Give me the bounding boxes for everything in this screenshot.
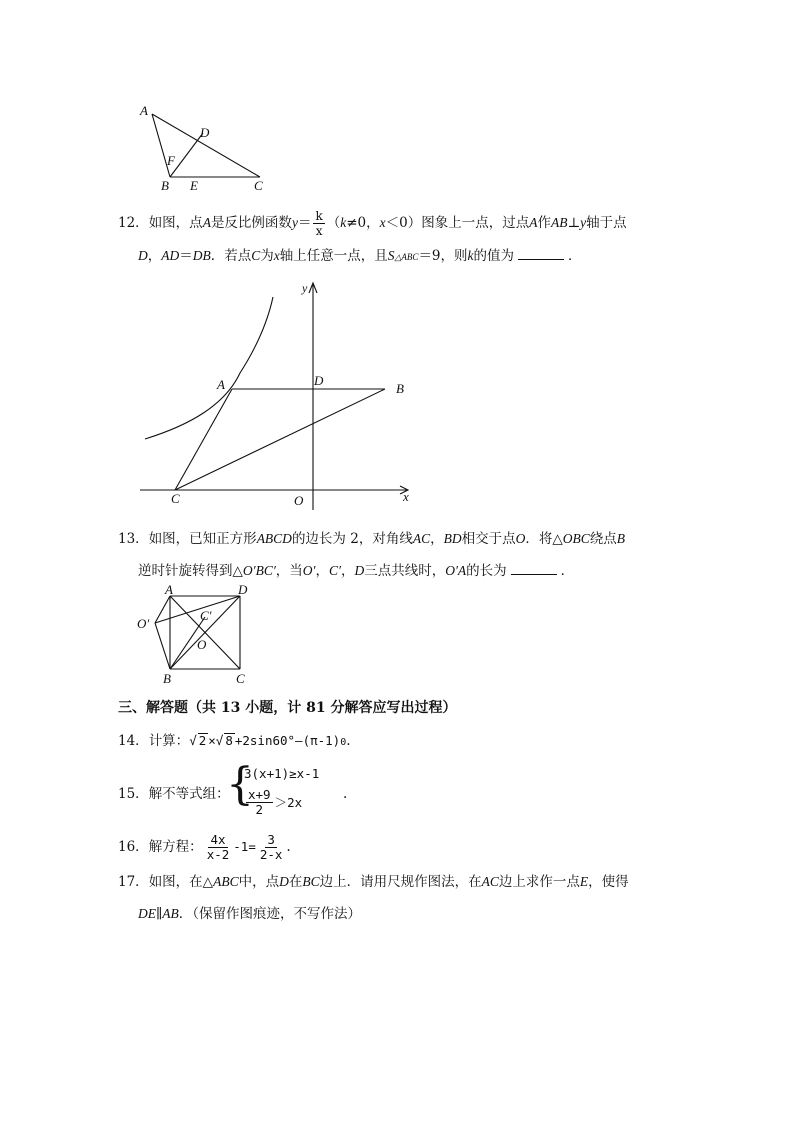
question-14 xyxy=(118,732,351,752)
text: ∥ xyxy=(156,906,163,922)
question-number: 14． xyxy=(118,733,149,749)
text: 边上求作一点 xyxy=(498,874,580,890)
math-var: AB xyxy=(550,215,568,230)
text: 作 xyxy=(537,215,551,231)
math-var: AB xyxy=(162,906,179,921)
denominator: 2 xyxy=(255,802,264,817)
question-number: 15． xyxy=(118,786,149,802)
text: ， xyxy=(340,563,355,579)
text: ⊥ xyxy=(567,215,581,231)
math-var: x xyxy=(273,248,280,263)
label-A: A xyxy=(217,377,225,392)
question-13-line1 xyxy=(118,530,625,548)
text: +2sin60°–(π-1) xyxy=(234,733,341,748)
numerator: k xyxy=(315,208,323,223)
text: ， xyxy=(430,531,444,547)
label-D: D xyxy=(314,373,324,388)
radicand: 2 xyxy=(198,733,207,748)
sqrt-symbol: √ xyxy=(215,733,224,748)
denominator: x xyxy=(315,223,323,238)
text: 相交于点 xyxy=(461,531,516,547)
math-var: AD xyxy=(161,248,180,263)
math-var: k xyxy=(340,215,347,230)
text: ，当 xyxy=(275,563,303,579)
math-var: D xyxy=(138,248,148,263)
question-13-line2 xyxy=(138,562,574,580)
label-B: B xyxy=(161,178,169,193)
text: 的长为 xyxy=(466,563,507,579)
math-var: OBC xyxy=(562,531,590,546)
text: ． xyxy=(568,248,582,264)
sqrt-symbol: √ xyxy=(189,733,197,748)
text: ， xyxy=(315,563,329,579)
system-brace: { xyxy=(226,759,254,810)
question-number: 16． xyxy=(118,839,149,855)
text: 的边长为 2，对角线 xyxy=(291,531,413,547)
text: 逆时针旋转得到△ xyxy=(138,563,243,579)
math-var: E xyxy=(579,874,589,889)
answer-blank[interactable] xyxy=(518,247,564,260)
text: 解不等式组： xyxy=(148,786,230,802)
subscript: △ABC xyxy=(394,252,419,262)
math-var: x xyxy=(379,215,386,230)
text: ， xyxy=(147,248,162,264)
answer-blank[interactable] xyxy=(511,562,557,575)
question-17-line1 xyxy=(118,873,629,891)
exponent: 0 xyxy=(340,737,347,748)
math-var: DB xyxy=(192,248,211,263)
section-heading: 三、解答题（共 13 小题，计 81 分解答应写出过程） xyxy=(118,700,457,716)
math-var: AC xyxy=(481,874,499,889)
figure-q11 xyxy=(130,100,280,195)
fraction xyxy=(246,788,273,817)
text: × xyxy=(208,733,216,748)
text: 计算： xyxy=(148,733,190,749)
text: ≠0， xyxy=(346,215,380,231)
text: ＝ xyxy=(297,215,312,231)
math-var: BD xyxy=(443,531,462,546)
question-number: 17． xyxy=(118,874,149,890)
question-17-line2 xyxy=(138,905,361,923)
text: ，使得 xyxy=(588,874,629,890)
radicand: 8 xyxy=(225,733,233,748)
fraction-1 xyxy=(205,833,232,862)
math-var: y xyxy=(291,215,298,230)
text: -1= xyxy=(233,839,256,854)
math-var: A xyxy=(529,215,538,230)
fraction-2 xyxy=(258,833,285,862)
text: 在 xyxy=(288,874,303,890)
math-var: O′BC′ xyxy=(242,563,276,578)
text: 的值为 xyxy=(473,248,515,264)
text: ．（保留作图痕迹，不写作法） xyxy=(178,906,361,922)
figure-q12 xyxy=(130,275,430,515)
label-C: C xyxy=(254,178,263,193)
denominator: 2-x xyxy=(259,846,283,862)
label-A: A xyxy=(140,103,148,118)
text: 解方程： xyxy=(148,839,203,855)
text: ．若点 xyxy=(210,248,252,264)
label-D: D xyxy=(238,582,248,597)
math-var: C xyxy=(251,248,261,263)
math-var: D xyxy=(279,874,289,889)
math-var: O xyxy=(515,531,526,546)
label-O: O xyxy=(294,493,304,508)
question-15-label xyxy=(118,785,230,803)
figure-q12-svg xyxy=(130,275,430,515)
math-var: ABC xyxy=(213,874,239,889)
math-var: BC xyxy=(302,874,320,889)
label-D: D xyxy=(200,125,210,140)
text: 边上．请用尺规作图法，在 xyxy=(319,874,482,890)
text: 是反比例函数 xyxy=(210,215,292,231)
inequality-1: 3(x+1)≥x-1 xyxy=(244,766,320,781)
numerator: 3 xyxy=(267,831,275,847)
text: （ xyxy=(326,215,341,231)
text: ＜0）图象上一点，过点 xyxy=(385,215,530,231)
text: 轴上任意一点，且 xyxy=(279,248,388,264)
math-var: B xyxy=(616,531,625,546)
text: . xyxy=(286,839,291,855)
figure-q13 xyxy=(130,582,270,690)
label-B: B xyxy=(396,381,404,396)
math-var: A xyxy=(202,215,211,230)
text: 轴于点 xyxy=(586,215,627,231)
math-var: ABCD xyxy=(256,531,292,546)
numerator: 4x xyxy=(210,831,226,847)
figure-q13-svg xyxy=(130,582,270,690)
math-var: C′ xyxy=(329,563,341,578)
text: 绕点 xyxy=(589,531,617,547)
label-O-prime: O′ xyxy=(137,616,150,631)
math-var: AC xyxy=(412,531,431,546)
text: 如图，点 xyxy=(148,215,203,231)
text: 三点共线时， xyxy=(364,563,446,579)
text: 如图，已知正方形 xyxy=(148,531,257,547)
math-var: O′ xyxy=(302,563,316,578)
text: 为 xyxy=(260,248,274,264)
numerator: x+9 xyxy=(248,787,271,802)
question-number: 13． xyxy=(118,531,149,547)
math-var: DE xyxy=(138,906,156,921)
math-var: O′A xyxy=(445,563,467,578)
denominator: x-2 xyxy=(206,846,230,862)
label-C-prime: C′ xyxy=(200,608,212,623)
label-E: E xyxy=(190,178,198,193)
label-F: F xyxy=(167,153,175,168)
math-var: y xyxy=(580,215,587,230)
text: ．将△ xyxy=(525,531,563,547)
label-y: y xyxy=(302,281,308,295)
label-O: O xyxy=(197,637,207,652)
question-12-line1 xyxy=(118,210,627,236)
label-C: C xyxy=(236,671,245,686)
text: ＝ xyxy=(179,248,193,264)
text: 中，点 xyxy=(238,874,280,890)
inequality-2 xyxy=(244,788,302,817)
label-C: C xyxy=(171,491,180,506)
math-var: S xyxy=(387,248,395,263)
question-12-line2 xyxy=(138,247,582,266)
text: . xyxy=(346,733,351,749)
text: ． xyxy=(560,563,575,579)
question-15-end: . xyxy=(343,786,348,802)
text: ＝9，则 xyxy=(418,248,468,264)
text: ＞2x xyxy=(274,794,303,810)
text: 如图，在△ xyxy=(148,874,214,890)
math-var: k xyxy=(467,248,474,263)
question-16 xyxy=(118,830,291,864)
label-x: x xyxy=(403,489,409,504)
label-A: A xyxy=(165,582,173,597)
question-number: 12． xyxy=(118,215,149,231)
fraction-k-over-x xyxy=(313,209,324,238)
label-B: B xyxy=(163,671,171,686)
math-var: D xyxy=(354,563,365,578)
